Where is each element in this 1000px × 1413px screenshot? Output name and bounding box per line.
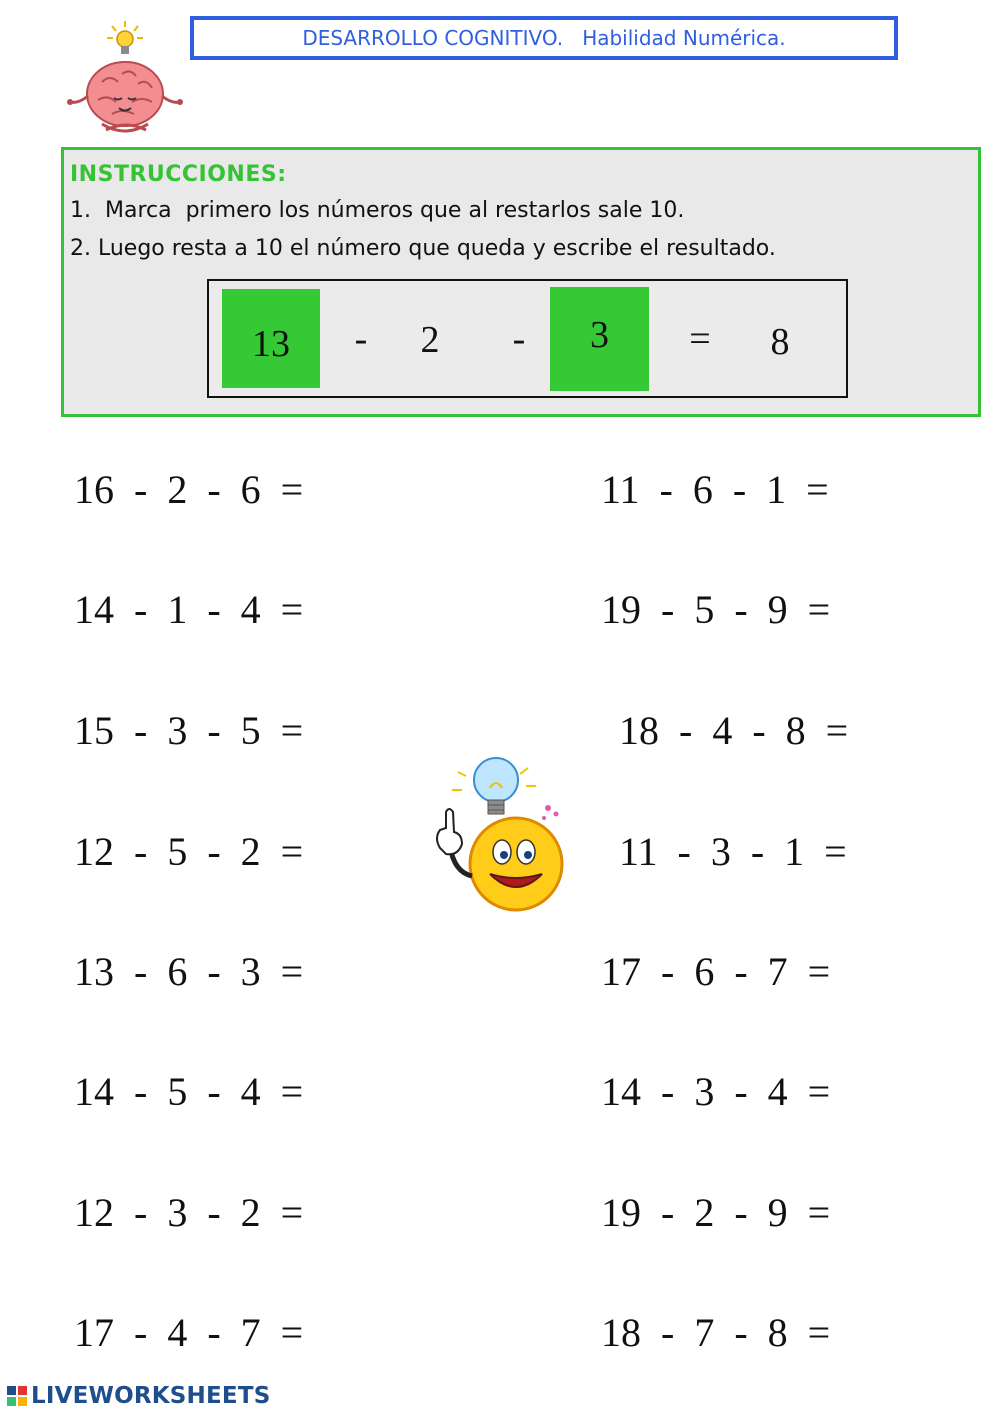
page-title: DESARROLLO COGNITIVO. Habilidad Numérica. bbox=[190, 16, 898, 60]
example-minus-sign: - bbox=[354, 318, 368, 360]
instructions-panel bbox=[61, 147, 981, 417]
example-equals-sign: = bbox=[689, 318, 711, 360]
exercise-item: 14 - 3 - 4 = bbox=[601, 1069, 831, 1114]
brain-meditating-icon bbox=[62, 18, 188, 142]
exercise-item: 17 - 4 - 7 = bbox=[74, 1310, 304, 1355]
example-box bbox=[207, 279, 848, 398]
exercise-item: 16 - 2 - 6 = bbox=[74, 467, 304, 512]
exercise-item: 15 - 3 - 5 = bbox=[74, 708, 304, 753]
liveworksheets-logo-icon bbox=[6, 1385, 28, 1407]
smiley-lightbulb-icon bbox=[420, 752, 570, 922]
exercise-item: 17 - 6 - 7 = bbox=[601, 949, 831, 994]
exercise-item: 19 - 2 - 9 = bbox=[601, 1190, 831, 1235]
exercise-item: 19 - 5 - 9 = bbox=[601, 587, 831, 632]
example-highlighted-number: 13 bbox=[222, 289, 320, 388]
instructions-heading: INSTRUCCIONES: bbox=[70, 162, 287, 187]
footer-brand bbox=[6, 1381, 270, 1411]
exercise-item: 13 - 6 - 3 = bbox=[74, 949, 304, 994]
exercise-item: 12 - 5 - 2 = bbox=[74, 829, 304, 874]
example-result: 8 bbox=[770, 321, 790, 363]
exercise-item: 14 - 1 - 4 = bbox=[74, 587, 304, 632]
exercise-item: 14 - 5 - 4 = bbox=[74, 1069, 304, 1114]
example-highlighted-number: 3 bbox=[550, 287, 649, 391]
exercise-item: 18 - 4 - 8 = bbox=[619, 708, 849, 753]
example-number: 2 bbox=[420, 319, 440, 361]
exercise-item: 12 - 3 - 2 = bbox=[74, 1190, 304, 1235]
instruction-line-2: 2. Luego resta a 10 el número que queda y escribe el resultado. bbox=[70, 236, 776, 261]
footer-brand-text: LIVEWORKSHEETS bbox=[31, 1383, 271, 1409]
instruction-line-1: 1. Marca primero los números que al restarlos sale 10. bbox=[70, 198, 685, 223]
exercise-item: 11 - 3 - 1 = bbox=[619, 829, 847, 874]
exercise-item: 18 - 7 - 8 = bbox=[601, 1310, 831, 1355]
example-minus-sign: - bbox=[512, 318, 526, 360]
exercise-item: 11 - 6 - 1 = bbox=[601, 467, 829, 512]
